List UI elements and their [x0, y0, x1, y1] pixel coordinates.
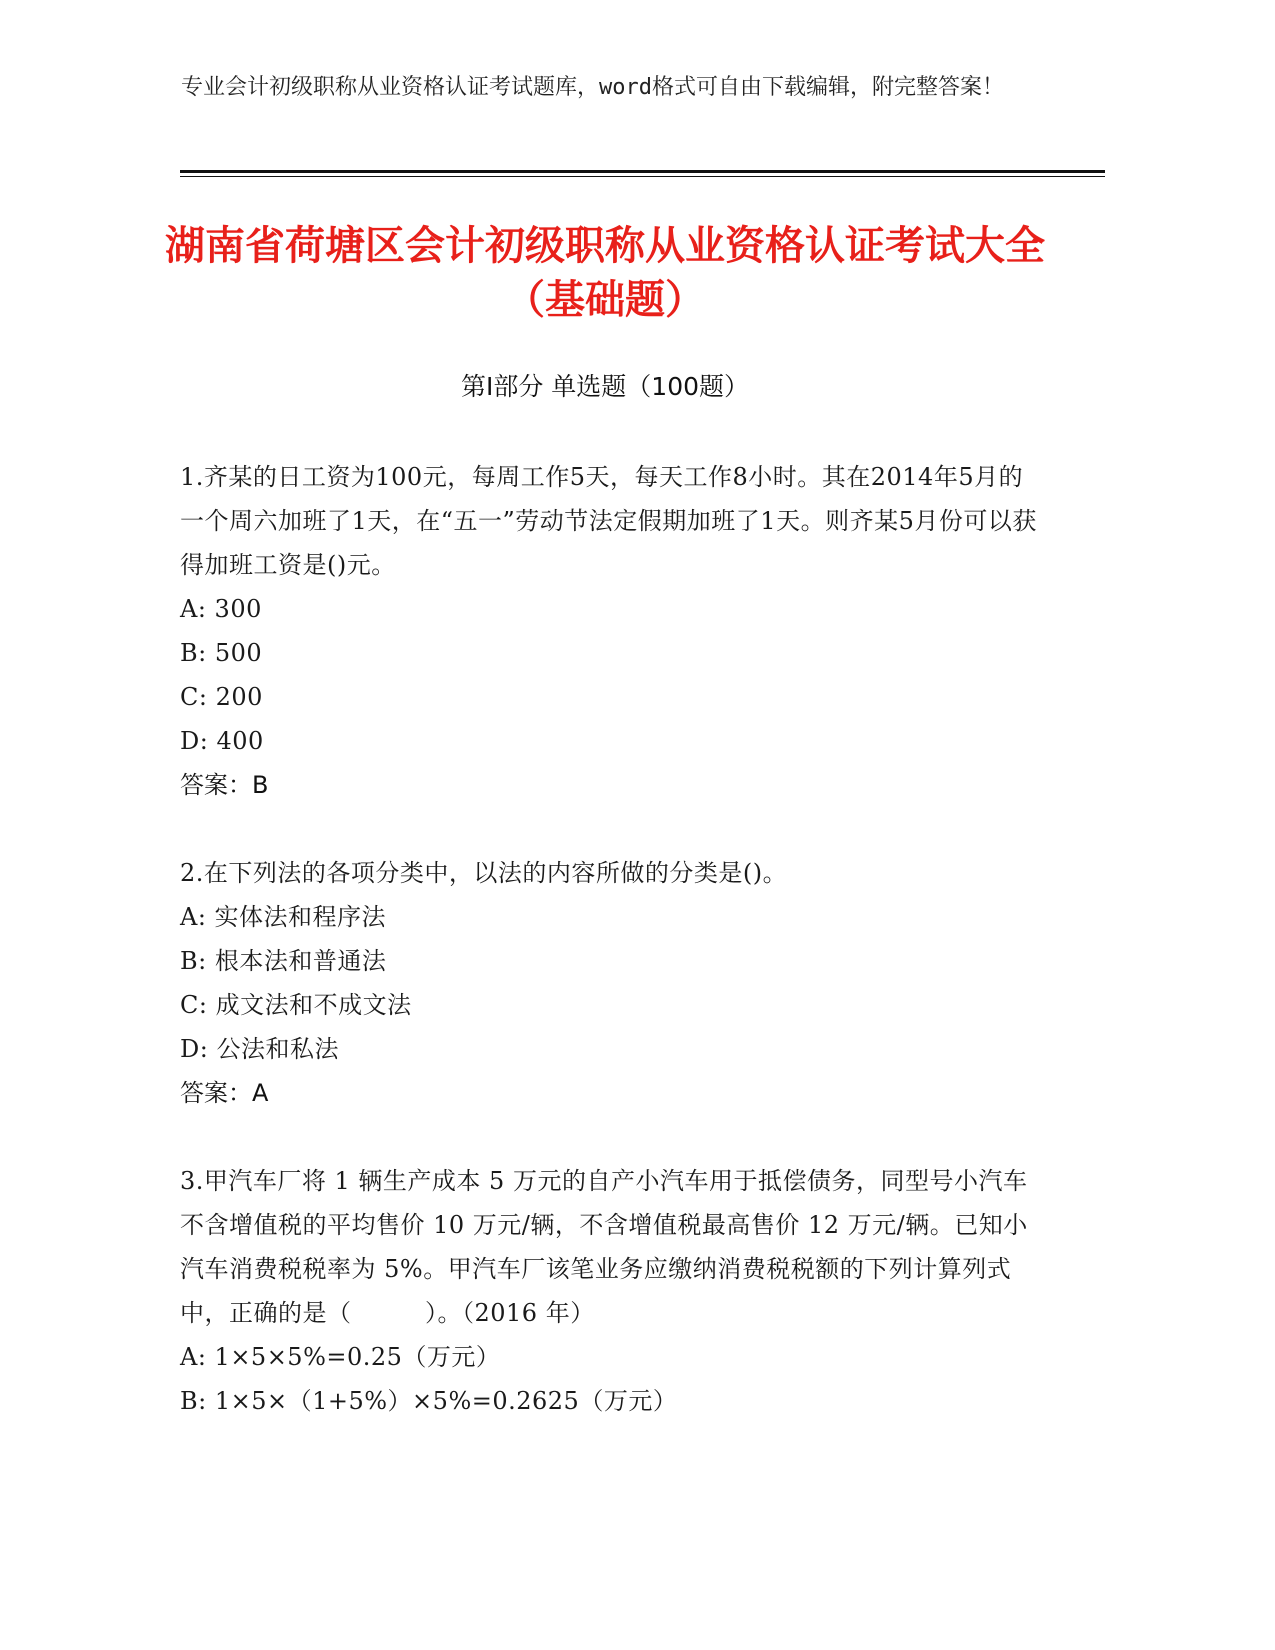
option-c: C: 成文法和不成文法 [180, 991, 412, 1019]
header-rule-thick [180, 170, 1105, 173]
option-b: B: 1×5×（1+5%）×5%=0.2625（万元） [180, 1387, 678, 1415]
header-rule-thin [180, 176, 1105, 177]
question-stem: 1.齐某的日工资为100元，每周工作5天，每天工作8小时。其在2014年5月的一个周六加班了1天，在“五一”劳动节法定假期加班了1天。则齐某5月份可以获得加班工资是()元。 [180, 463, 1037, 579]
question-1 [180, 455, 1040, 807]
question-stem: 2.在下列法的各项分类中，以法的内容所做的分类是()。 [180, 859, 788, 887]
option-b: B: 根本法和普通法 [180, 947, 387, 975]
document-title: 湖南省荷塘区会计初级职称从业资格认证考试大全（基础题） [165, 223, 1045, 323]
option-d: D: 公法和私法 [180, 1035, 339, 1063]
question-list [180, 455, 1040, 1467]
option-a: A: 300 [180, 595, 262, 623]
header-note: 专业会计初级职称从业资格认证考试题库，word格式可自由下载编辑，附完整答案！ [181, 75, 1004, 100]
question-stem: 3.甲汽车厂将 1 辆生产成本 5 万元的自产小汽车用于抵偿债务，同型号小汽车不含增值税的平均售价 10 万元/辆，不含增值税最高售价 12 万元/辆。已知小汽车消费税税率为 5%。甲汽车厂该笔业务应缴纳消费税税额的下列计算列式中，正确的是（ ）。（2016 年） [180, 1167, 1028, 1327]
question-3 [180, 1159, 1040, 1423]
option-d: D: 400 [180, 727, 264, 755]
option-c: C: 200 [180, 683, 263, 711]
question-2 [180, 851, 1040, 1115]
option-a: A: 1×5×5%=0.25（万元） [180, 1343, 501, 1371]
section-title: 第Ⅰ部分 单选题（100题） [460, 372, 750, 401]
answer: 答案：A [180, 1079, 269, 1107]
option-b: B: 500 [180, 639, 263, 667]
option-a: A: 实体法和程序法 [180, 903, 387, 931]
answer: 答案：B [180, 771, 269, 799]
